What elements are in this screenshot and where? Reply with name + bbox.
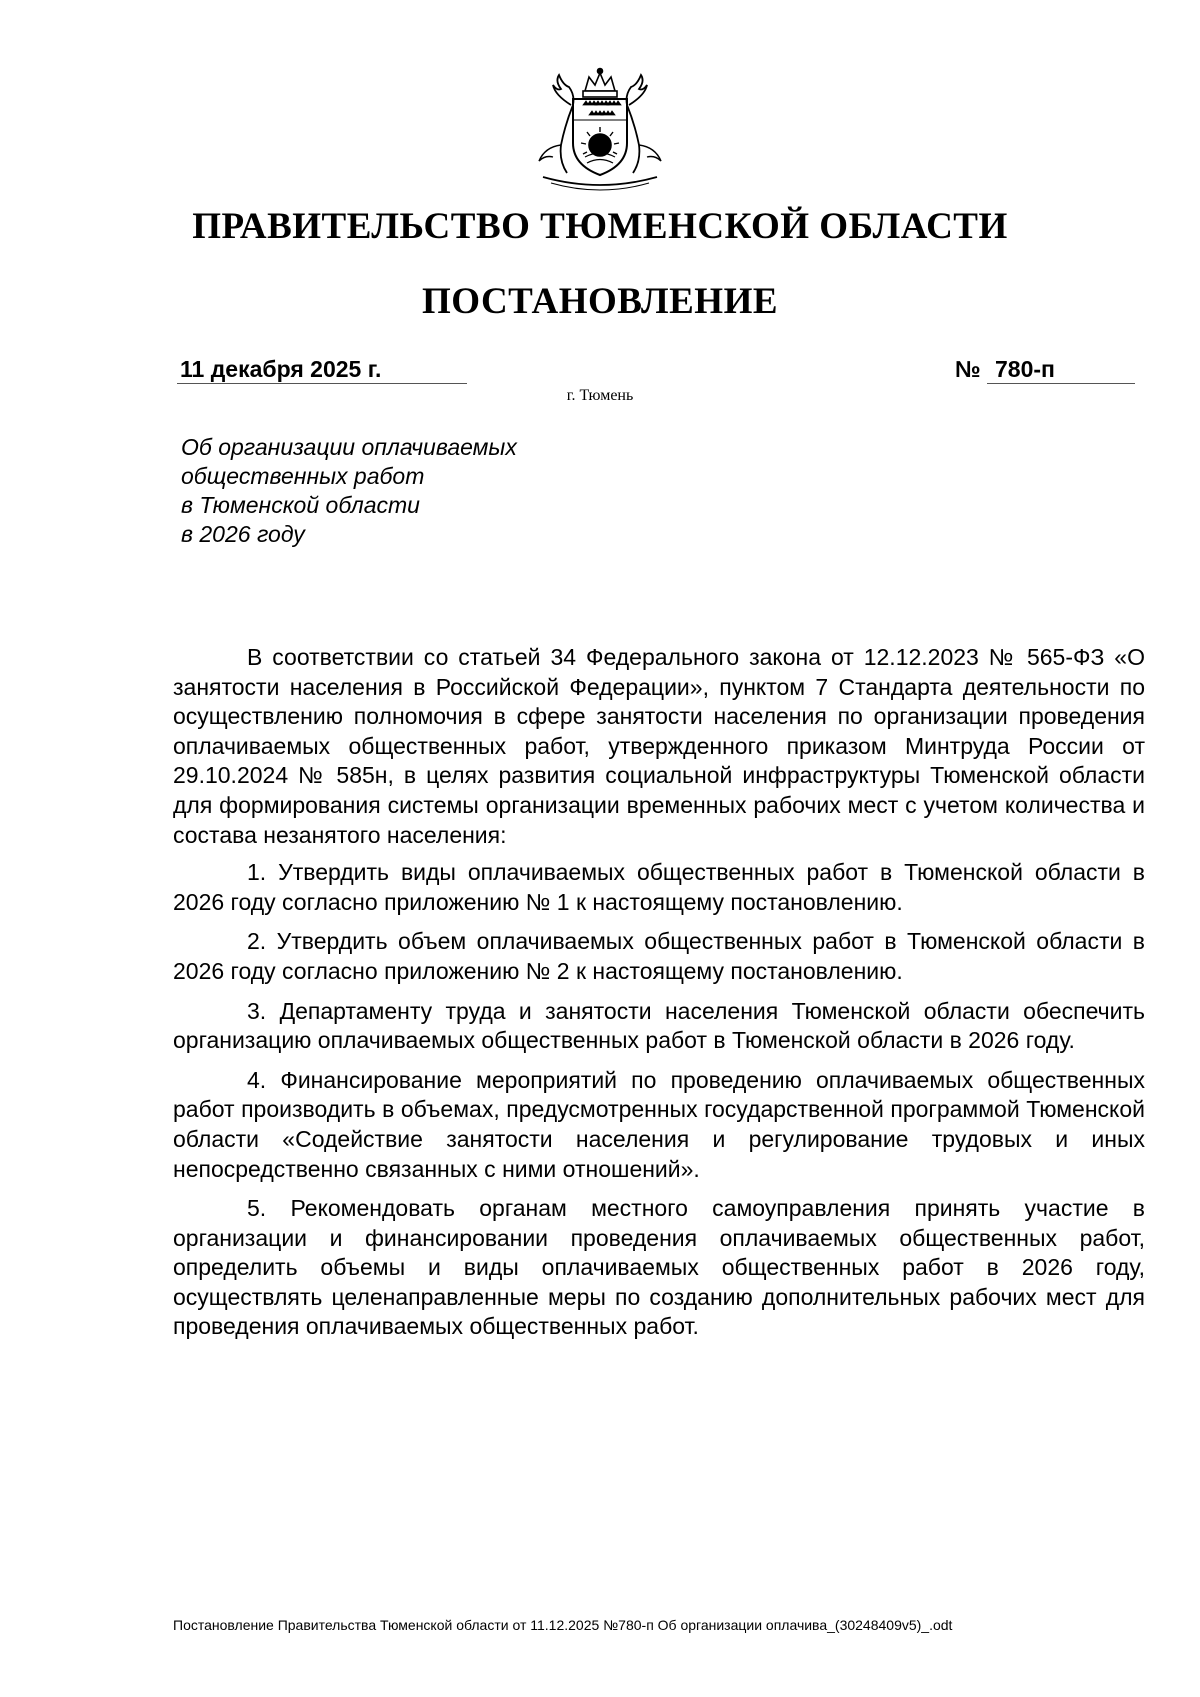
subject-line: Об организации оплачиваемых bbox=[181, 434, 517, 460]
document-date: 11 декабря 2025 г. bbox=[177, 355, 467, 384]
preamble-paragraph: В соответствии со статьей 34 Федерального закона от 12.12.2023 № 565-ФЗ «О занятости населения в Российской Федерации», пунктом 7 Стандарта деятельности по осуществлению полномочия в сфере занятости населения по организации проведения оплачиваемых общественных работ, утвержденного приказом Минтруда России от 29.10.2024 № 585н, в целях развития социальной инфраструктуры Тюменской области для формирования системы организации временных рабочих мест с учетом количества и состава незанятого населения: bbox=[173, 644, 1145, 848]
decree-item: 2. Утвердить объем оплачиваемых общественных работ в Тюменской области в 2026 году согласно приложению № 2 к настоящему постановлению. bbox=[173, 928, 1145, 984]
issue-city: г. Тюмень bbox=[566, 387, 634, 404]
document-body bbox=[173, 643, 1145, 1352]
page-footer-file-info: Постановление Правительства Тюменской области от 11.12.2025 №780-п Об организации оплачива_(30248409v5)_.odt bbox=[173, 1617, 953, 1633]
number-sign: № bbox=[955, 356, 981, 382]
document-subject bbox=[181, 433, 621, 549]
subject-line: в Тюменской области bbox=[181, 492, 420, 518]
tyumen-coat-of-arms-icon bbox=[515, 65, 685, 193]
government-title: ПРАВИТЕЛЬСТВО ТЮМЕНСКОЙ ОБЛАСТИ bbox=[192, 206, 1008, 247]
document-number-block bbox=[955, 355, 1135, 384]
document-number: 780-п bbox=[987, 355, 1135, 384]
decree-item: 4. Финансирование мероприятий по проведению оплачиваемых общественных работ производить в объемах, предусмотренных государственной программой Тюменской области «Содействие занятости населения и регулирование трудовых и иных непосредственно связанных с ними отношений». bbox=[173, 1066, 1145, 1182]
document-type-heading: ПОСТАНОВЛЕНИЕ bbox=[421, 281, 779, 322]
subject-line: общественных работ bbox=[181, 463, 425, 489]
decree-item: 3. Департаменту труда и занятости населения Тюменской области обеспечить организацию оплачиваемых общественных работ в Тюменской области в 2026 году. bbox=[173, 997, 1145, 1054]
subject-line: в 2026 году bbox=[181, 521, 305, 547]
decree-item: 1. Утвердить виды оплачиваемых общественных работ в Тюменской области в 2026 году согласно приложению № 1 к настоящему постановлению. bbox=[173, 859, 1145, 915]
decree-item: 5. Рекомендовать органам местного самоуправления принять участие в организации и финансировании проведения оплачиваемых общественных работ, определить объемы и виды оплачиваемых общественных работ в 2026 году, осуществлять целенаправленные меры по созданию дополнительных рабочих мест для проведения оплачиваемых общественных работ. bbox=[173, 1195, 1145, 1340]
